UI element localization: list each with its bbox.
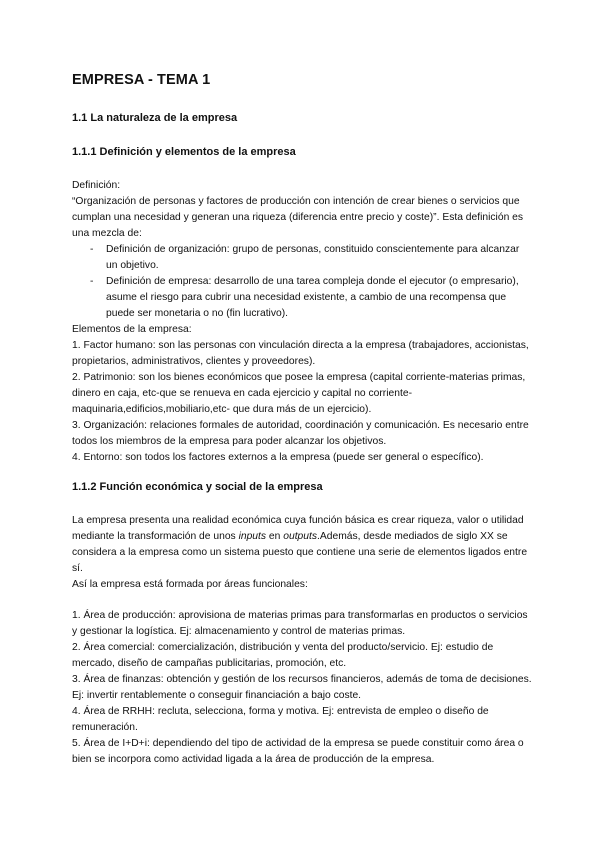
list-item: [72, 274, 532, 322]
spacer: [72, 466, 532, 481]
area-item: 5. Área de I+D+i: dependiendo del tipo de actividad de la empresa se puede constituir como área o bien se incorpora como actividad ligada a la área de producción de la empresa.: [72, 738, 524, 765]
section-heading-1-1-2: 1.1.2 Función económica y social de la empresa: [72, 481, 323, 493]
area-item: 4. Área de RRHH: recluta, selecciona, forma y motiva. Ej: entrevista de empleo o diseño de remuneración.: [72, 706, 489, 733]
elements-label: Elementos de la empresa:: [72, 324, 192, 335]
definition-label: Definición:: [72, 180, 121, 191]
definition-list: [72, 242, 532, 322]
function-text-part: .Además, desde mediados de siglo XX se considera a la empresa como un sistema puesto que contiene una serie de elementos ligados entre sí.: [72, 531, 528, 574]
function-paragraph: [72, 513, 532, 577]
document-title: EMPRESA - TEMA 1: [72, 72, 211, 88]
element-item: 2. Patrimonio: son los bienes económicos que posee la empresa (capital corriente-materias primas, dinero en caja, etc-que se renueva en cada ejercicio y capital no corriente-maquinaria,edificios,mobiliario,etc- que dura más de un ejercicio).: [72, 372, 526, 415]
document-page: [72, 72, 532, 768]
list-item: [72, 242, 532, 274]
area-item: 2. Área comercial: comercialización, distribución y venta del producto/servicio. Ej: estudio de mercado, diseño de campañas publicitarias, promoción, etc.: [72, 642, 494, 669]
section-heading-1-1: 1.1 La naturaleza de la empresa: [72, 112, 238, 124]
dash-bullet: -: [90, 244, 94, 255]
area-item: 1. Área de producción: aprovisiona de materias primas para transformarlas en productos o servicios y gestionar la logística. Ej: almacenamiento y control de materias primas.: [72, 610, 528, 637]
function-text-part: en: [266, 531, 284, 542]
element-item: 3. Organización: relaciones formales de autoridad, coordinación y comunicación. Es necesario entre todos los miembros de la empresa para poder alcanzar los objetivos.: [72, 420, 529, 447]
section-heading-1-1-1: 1.1.1 Definición y elementos de la empresa: [72, 146, 296, 158]
area-item: 3. Área de finanzas: obtención y gestión de los recursos financieros, además de toma de decisiones. Ej: invertir rentablemente o conseguir financiación a bajo coste.: [72, 674, 532, 701]
outputs-term: outputs: [283, 531, 318, 542]
element-item: 1. Factor humano: son las personas con vinculación directa a la empresa (trabajadores, accionistas, propietarios, administrativos, clientes y proveedores).: [72, 340, 529, 367]
dash-bullet: -: [90, 276, 94, 287]
function-text-part: La empresa presenta una realidad económica cuya función básica es crear riqueza, valor o utilidad mediante la transformación de unos: [72, 515, 524, 542]
list-item-text: Definición de empresa: desarrollo de una tarea compleja donde el ejecutor (o empresario), asume el riesgo para cubrir una necesidad existente, a cambio de una recompensa que puede ser monetaria o no (fin lucrativo).: [106, 276, 519, 319]
definition-text: “Organización de personas y factores de producción con intención de crear bienes o servicios que cumplan una necesidad y generan una riqueza (diferencia entre precio y coste)”. Esta definición es una mezcla de:: [72, 196, 524, 239]
element-item: 4. Entorno: son todos los factores externos a la empresa (puede ser general o específico).: [72, 452, 484, 463]
inputs-term: inputs: [238, 531, 267, 542]
list-item-text: Definición de organización: grupo de personas, constituido conscientemente para alcanzar un objetivo.: [106, 244, 520, 271]
areas-intro: Así la empresa está formada por áreas funcionales:: [72, 579, 308, 590]
spacer: [72, 593, 532, 608]
